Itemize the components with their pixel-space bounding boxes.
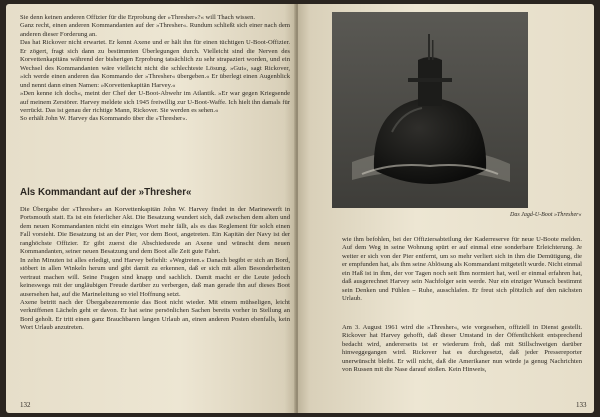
page-number-left: 132 — [20, 401, 31, 409]
paragraph: Ganz recht, einen anderen Kommandanten auf der »Thresher«. Rundum schließt sich einer nach dem anderen dieser Forderung an. — [20, 22, 290, 38]
page-number-right: 133 — [576, 401, 587, 409]
paragraph: Das hat Rickover nicht erwartet. Er kennt Axene und er hält ihn für einen tüchtigen U-Boot-Offizier. Er zögert, fragt sich dann zu bestimmten Überlegungen durch. Vielleicht sind die Nerven des Korvettenkapitäns während der bisherigen Erprobung tatsächlich zu sehr strapaziert worden, und ein Wechsel des Kommandanten wäre vielleicht nicht die schlechteste Lösung. »Gut«, sagt Rickover, »ich werde einen anderen das Kommando der »Thresher« übergeben.« Er überlegt einen Augenblick und nennt dann einen Namen: »Korvettenkapitän Harvey.« — [20, 39, 290, 89]
left-page — [6, 4, 296, 413]
paragraph: wie ihm befohlen, bei der Offiziersabteilung der Kaderreserve für neue U-Boote melden. Auf dem Weg in seine Wohnung spürt er auf einmal eine sonderbare Erleichterung. Je weiter er sich von der Pier entfernt, um so mehr verliert sich in ihm die Demütigung, die er empfunden hat, als ihm seine Ablösung als Kommandant mitgeteilt wurde. Nicht einmal ein Haß ist in ihm, der vor Tagen noch seit Ihm normiert hat, weil er einmal erfahren hat, daß ausgerechnet Harvey sein Nachfolger sein werde. Nur ein einziger Wunsch bestimmt sein Denken und Fühlen – Ruhe, ausschlafen. Er freut sich plötzlich auf den nächsten Urlaub. — [342, 236, 582, 303]
paragraph: Sie denn keinen anderen Offizier für die Erprobung der »Thresher«?« will Thach wissen. — [20, 14, 256, 21]
paragraph: Die Übergabe der »Thresher« an Korvettenkapitän John W. Harvey findet in der Marinewerft in Portsmouth statt. Es ist ein feierlicher Akt. Die Besatzung wundert sich, daß zwischen dem alten und dem neuen Kommandanten nicht ein einziges Wort mehr fällt, als es das Reglement für solch einen Fall vorsieht. Die Besatzung ist an der Pier, vor dem Boot, angetreten. Ein Kapitän der Navy ist der ranghöchste Offizier. Er gibt zuerst die Abschiedsrede an Axene und wünscht dem neuen Kommandanten, seiner neuen Besatzung und dem Boot alle Zeit gute Fahrt. — [20, 206, 290, 256]
left-page-text-section — [20, 206, 290, 333]
paragraph: In zehn Minuten ist alles erledigt, und Harvey befiehlt: »Wegtreten.« Danach begibt er sich an Bord, stöbert in allen Winkeln herum und gibt damit zu erkennen, daß er sich mit allen Besonderheiten vertraut machen will. Seine Fragen sind knapp und sachlich. Damit macht er die Leute jedoch keineswegs mit der ungläubigen Freude darüber zu verbergen, daß man gerade ihn auf dieses Boot ausersehen hat, auf die Marineleitung so viel Hoffnung setzt. — [20, 256, 290, 298]
right-page-text-bottom — [342, 324, 582, 375]
submarine-photo — [332, 12, 528, 208]
paragraph: Am 3. August 1961 wird die »Thresher«, wie vorgesehen, offiziell in Dienst gestellt. Rickover hat Harvey gehofft, daß dieser Umstand in der Öffentlichkeit entsprechend bedacht wird, andererseits ist er wiederum froh, daß mit Stillschweigen darüber hinweggegangen wird. Rickover hat es durchgesetzt, daß jeder Pressereporter unerwünscht bleibt. Er will nicht, daß die Amerikaner nun würde ja genug Nachrichten von Russen mit die Nase darauf stoßen. Kein Hinweis, — [342, 324, 582, 374]
section-heading: Als Kommandant auf der »Thresher« — [20, 187, 192, 198]
paragraph: »Den kenne ich doch«, meint der Chef der U-Boot-Abwehr im Atlantik. »Er war gegen Kriegsende auf meinem Zerstörer. Harvey meldete sich 1945 freiwillig zur U-Boot-Waffe. Ich hielt ihn damals für verrückt. Das ist genau der richtige Mann, Rickover. Sie werden es sehen.« — [20, 90, 290, 114]
paragraph: So erhält John W. Harvey das Kommando über die »Thresher«. — [20, 115, 188, 123]
left-page-text-top — [20, 14, 290, 124]
photo-caption: Das Jagd-U-Boot »Thresher« — [510, 212, 582, 218]
right-page-text-top — [342, 236, 582, 304]
paragraph: Axene betritt nach der Übergabezeremonie das Boot nicht wieder. Mit einem mühseligen, leicht verkniffenen Lächeln geht er davon. Er hat seine persönlichen Sachen bereits vorher in Stellung an Bord geholt. Er tritt einen ganz Brauchbaren langen Urlaub an, einen anderen Posten ebenfalls, kein Wort Urlaub anzutreten. — [20, 298, 290, 332]
right-page — [298, 4, 594, 413]
submarine-illustration — [332, 12, 528, 208]
